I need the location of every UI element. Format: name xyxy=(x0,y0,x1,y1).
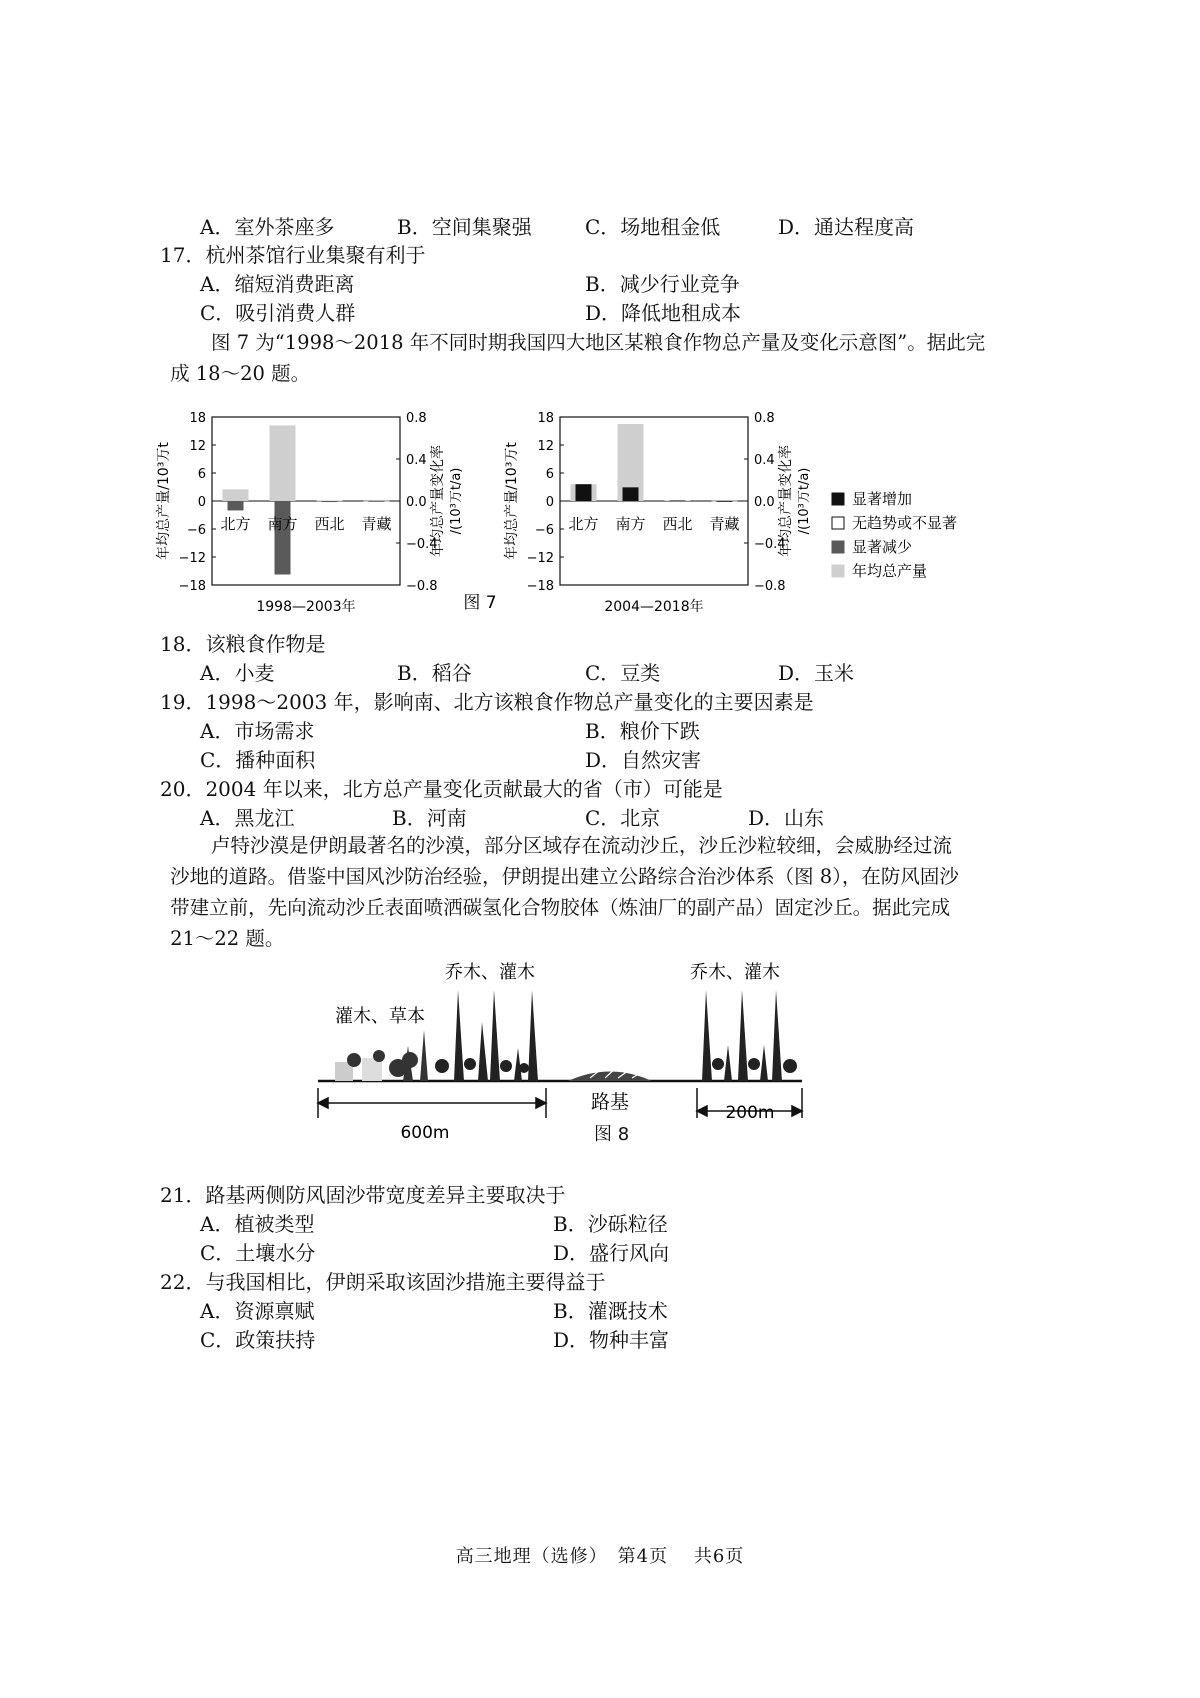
legend-swatch-none xyxy=(832,517,844,529)
legend-swatch-decrease xyxy=(832,541,844,553)
chart-1-left-tick-label: −6 xyxy=(186,523,206,538)
q16-option-b[interactable]: B．空间集聚强 xyxy=(397,215,532,239)
chart-2-left-tick-label: 6 xyxy=(545,467,554,482)
legend-swatch-total xyxy=(832,565,844,577)
chart-1-category-label-1: 北方 xyxy=(220,515,251,533)
chart-1-left-tick-label: 18 xyxy=(189,411,206,426)
q19-option-b[interactable]: B．粮价下跌 xyxy=(585,719,700,743)
chart-1-bar-change-1 xyxy=(228,501,244,510)
q17-option-d[interactable]: D．降低地租成本 xyxy=(585,301,742,325)
chart-2-right-axis-label: 年均总产量变化率 xyxy=(778,445,794,557)
q16-option-c[interactable]: C．场地租金低 xyxy=(585,215,721,239)
trees-left xyxy=(435,990,538,1081)
chart-1-left-axis-label: 年均总产量/10³万t xyxy=(156,442,172,560)
q18-option-d[interactable]: D．玉米 xyxy=(778,661,855,685)
chart-2-left-tick-label: −6 xyxy=(534,523,554,538)
q16-option-a[interactable]: A．室外茶座多 xyxy=(200,215,335,239)
legend-label-none: 无趋势或不显著 xyxy=(852,514,958,532)
chart-2-bar-change-2 xyxy=(623,487,639,501)
chart-2-left-tick-label: −12 xyxy=(526,551,554,566)
chart-2-bar-change-1 xyxy=(576,484,592,501)
chart-2-left-tick-label: 0 xyxy=(545,495,554,510)
chart-2-left-axis-label: 年均总产量/10³万t xyxy=(504,442,520,560)
chart-1-right-axis-unit: /(10³万t/a) xyxy=(449,467,464,535)
chart-1-right-tick-label: 0.8 xyxy=(406,411,427,426)
q20-option-c[interactable]: C．北京 xyxy=(585,806,661,830)
intro-21-line-2: 沙地的道路。借鉴中国风沙防治经验，伊朗提出建立公路综合治沙体系（图 8），在防风固沙 xyxy=(170,865,959,888)
legend-swatch-increase xyxy=(832,493,844,505)
q19-stem: 19．1998～2003 年，影响南、北方该粮食作物总产量变化的主要因素是 xyxy=(160,690,814,714)
legend-label-decrease: 显著减少 xyxy=(852,538,913,556)
chart-1-bar-change-2 xyxy=(275,501,291,575)
chart-1-left-tick-label: 6 xyxy=(197,467,206,482)
q18-stem: 18．该粮食作物是 xyxy=(160,632,326,656)
chart-1-period-title: 1998—2003年 xyxy=(256,599,356,615)
chart-1-left-tick-label: 12 xyxy=(189,439,206,454)
legend-label-increase: 显著增加 xyxy=(852,490,913,508)
chart-2-right-tick-label: −0.4 xyxy=(754,537,786,552)
chart-2-bar-change-4 xyxy=(717,501,733,502)
chart-1-left-tick-label: 0 xyxy=(197,495,206,510)
chart-1-left-tick-label: −18 xyxy=(178,579,206,594)
q21-option-a[interactable]: A．植被类型 xyxy=(200,1212,315,1236)
q22-option-a[interactable]: A．资源禀赋 xyxy=(200,1299,315,1323)
figure-7-caption: 图 7 xyxy=(463,593,497,613)
figure-7-legend xyxy=(832,490,957,580)
figure-7 xyxy=(150,405,980,625)
trees-right xyxy=(702,990,797,1081)
roadbed-label: 路基 xyxy=(590,1091,630,1113)
chart-1-bar-total-2 xyxy=(270,425,296,501)
q18-option-b[interactable]: B．稻谷 xyxy=(397,661,472,685)
intro-18-line-2: 成 18～20 题。 xyxy=(170,362,311,385)
chart-2-category-label-1: 北方 xyxy=(568,515,599,533)
intro-18-20 xyxy=(172,327,1028,389)
q17-stem: 17．杭州茶馆行业集聚有利于 xyxy=(160,243,426,267)
chart-1-category-label-4: 青藏 xyxy=(361,515,392,533)
chart-1-right-axis-label: 年均总产量变化率 xyxy=(430,445,446,557)
q22-option-c[interactable]: C．政策扶持 xyxy=(200,1328,316,1352)
chart-1-category-label-3: 西北 xyxy=(314,515,345,533)
q22-option-b[interactable]: B．灌溉技术 xyxy=(553,1299,668,1323)
q21-option-b[interactable]: B．沙砾粒径 xyxy=(553,1212,668,1236)
q17-option-c[interactable]: C．吸引消费人群 xyxy=(200,301,356,325)
q18-option-a[interactable]: A．小麦 xyxy=(200,661,275,685)
intro-21-22 xyxy=(172,830,1028,954)
width-label-left: 600m xyxy=(400,1123,450,1143)
q22-stem: 22．与我国相比，伊朗采取该固沙措施主要得益于 xyxy=(160,1270,606,1294)
chart-1-right-tick-label: 0.0 xyxy=(406,495,427,510)
chart-2-category-label-2: 南方 xyxy=(615,515,646,533)
intro-21-line-4: 21～22 题。 xyxy=(170,927,285,950)
q20-stem: 20．2004 年以来，北方总产量变化贡献最大的省（市）可能是 xyxy=(160,777,723,801)
q20-option-b[interactable]: B．河南 xyxy=(392,806,467,830)
chart-2-right-tick-label: −0.8 xyxy=(754,579,786,594)
chart-1-left-tick-label: −12 xyxy=(178,551,206,566)
label-trees-left: 乔木、灌木 xyxy=(445,962,535,983)
chart-2-category-label-4: 青藏 xyxy=(709,515,740,533)
q19-option-c[interactable]: C．播种面积 xyxy=(200,748,316,772)
intro-18-line-1: 图 7 为“1998～2018 年不同时期我国四大地区某粮食作物总产量及变化示意图”。据此完 xyxy=(211,331,986,354)
chart-2-left-tick-label: 18 xyxy=(537,411,554,426)
q21-option-d[interactable]: D．盛行风向 xyxy=(553,1241,670,1265)
intro-21-line-3: 带建立前，先向流动沙丘表面喷洒碳氢化合物胶体（炼油厂的副产品）固定沙丘。据此完成 xyxy=(170,896,951,919)
chart-1-bar-change-3 xyxy=(322,501,338,502)
chart-2-right-tick-label: 0.8 xyxy=(754,411,775,426)
page-footer: 高三地理（选修） 第4页 共6页 xyxy=(455,1546,745,1567)
label-shrubs-herbs: 灌木、草本 xyxy=(335,1006,425,1027)
chart-2-period-title: 2004—2018年 xyxy=(604,599,704,615)
chart-1-right-tick-label: −0.8 xyxy=(406,579,438,594)
q20-option-d[interactable]: D．山东 xyxy=(748,806,825,830)
q22-option-d[interactable]: D．物种丰富 xyxy=(553,1328,670,1352)
q18-option-c[interactable]: C．豆类 xyxy=(585,661,661,685)
chart-1-right-tick-label: 0.4 xyxy=(406,453,427,468)
q19-option-d[interactable]: D．自然灾害 xyxy=(585,748,702,772)
chart-1-bar-total-1 xyxy=(223,489,249,501)
q17-option-a[interactable]: A．缩短消费距离 xyxy=(200,272,355,296)
chart-1-right-tick-label: −0.4 xyxy=(406,537,438,552)
q19-option-a[interactable]: A．市场需求 xyxy=(200,719,315,743)
chart-2-right-tick-label: 0.4 xyxy=(754,453,775,468)
chart-2-bar-change-3 xyxy=(670,500,686,501)
q17-option-b[interactable]: B．减少行业竞争 xyxy=(585,272,740,296)
q21-option-c[interactable]: C．土壤水分 xyxy=(200,1241,316,1265)
chart-1-category-label-2: 南方 xyxy=(267,515,298,533)
chart-2-left-tick-label: 12 xyxy=(537,439,554,454)
q16-option-d[interactable]: D．通达程度高 xyxy=(778,215,915,239)
q21-stem: 21．路基两侧防风固沙带宽度差异主要取决于 xyxy=(160,1183,566,1207)
width-marker-left xyxy=(318,1088,546,1118)
chart-2-right-axis-unit: /(10³万t/a) xyxy=(797,467,812,535)
width-label-right: 200m xyxy=(725,1103,775,1123)
q20-option-a[interactable]: A．黑龙江 xyxy=(200,806,295,830)
figure-8-caption: 图 8 xyxy=(594,1124,630,1145)
shrubs-herbs-left xyxy=(335,1030,428,1081)
chart-2-left-tick-label: −18 xyxy=(526,579,554,594)
figure-8 xyxy=(300,950,830,1150)
label-trees-right: 乔木、灌木 xyxy=(690,962,780,983)
intro-21-line-1: 卢特沙漠是伊朗最著名的沙漠，部分区域存在流动沙丘，沙丘沙粒较细，会威胁经过流 xyxy=(211,834,953,857)
chart-2-category-label-3: 西北 xyxy=(662,515,693,533)
legend-label-total: 年均总产量 xyxy=(852,562,928,580)
chart-2-right-tick-label: 0.0 xyxy=(754,495,775,510)
chart-1-bar-change-4 xyxy=(369,501,385,502)
